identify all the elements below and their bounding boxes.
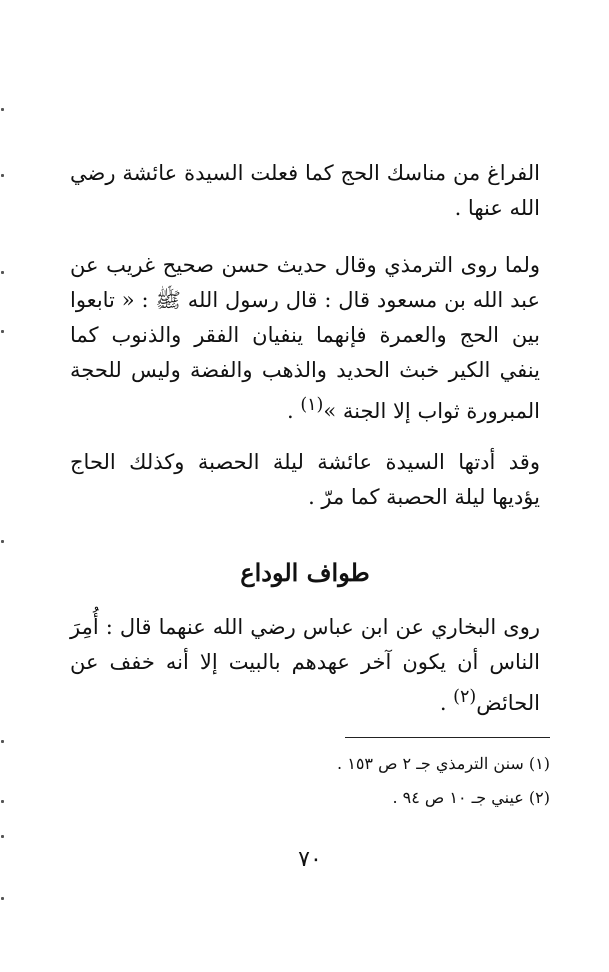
scan-edge-mark [1, 800, 4, 803]
scan-edge-mark [1, 835, 4, 838]
paragraph-aisha [70, 445, 540, 515]
footnote-1: (١) سنن الترمذي جـ ٢ ص ١٥٣ . [337, 754, 550, 773]
scan-edge-mark [1, 740, 4, 743]
paragraph-text: الفراغ من مناسك الحج كما فعلت السيدة عائشة رضي الله عنها . [70, 161, 540, 220]
footnote-2: (٢) عيني جـ ١٠ ص ٩٤ . [392, 788, 550, 807]
page-number: ٧٠ [298, 847, 322, 872]
paragraph-text: ولما روى الترمذي وقال حديث حسن صحيح غريب عن عبد الله بن مسعود قال : قال رسول الله ﷺ : « تابعوا بين الحج والعمرة فإنهما ينفيان الفقر والذنوب كما ينفي الكير خبث الحديد والذهب والفضة وليس للحجة المبرورة ثواب إلا الجنة » [70, 253, 540, 423]
paragraph-end: . [286, 399, 301, 423]
paragraph-text: روى البخاري عن ابن عباس رضي الله عنهما قال : أُمِرَ الناس أن يكون آخر عهدهم بالبيت إلا أنه خفف عن الحائض [70, 615, 540, 715]
scan-edge-mark [1, 108, 4, 111]
paragraph-continuation [70, 156, 540, 226]
footnote-reference-1: (١) [300, 395, 324, 415]
scan-edge-mark [1, 271, 4, 274]
scan-edge-mark [1, 330, 4, 333]
section-heading: طواف الوداع [240, 558, 370, 587]
footnote-reference-2: (٢) [453, 687, 477, 707]
scan-edge-mark [1, 540, 4, 543]
paragraph-end: . [439, 691, 454, 715]
paragraph-bukhari [70, 610, 540, 721]
paragraph-hadith-tirmidhi [70, 248, 540, 429]
scan-edge-mark [1, 897, 4, 900]
scan-edge-mark [1, 174, 4, 177]
footnote-divider [345, 737, 550, 738]
paragraph-text: وقد أدتها السيدة عائشة ليلة الحصبة وكذلك الحاج يؤديها ليلة الحصبة كما مرّ . [70, 450, 540, 509]
